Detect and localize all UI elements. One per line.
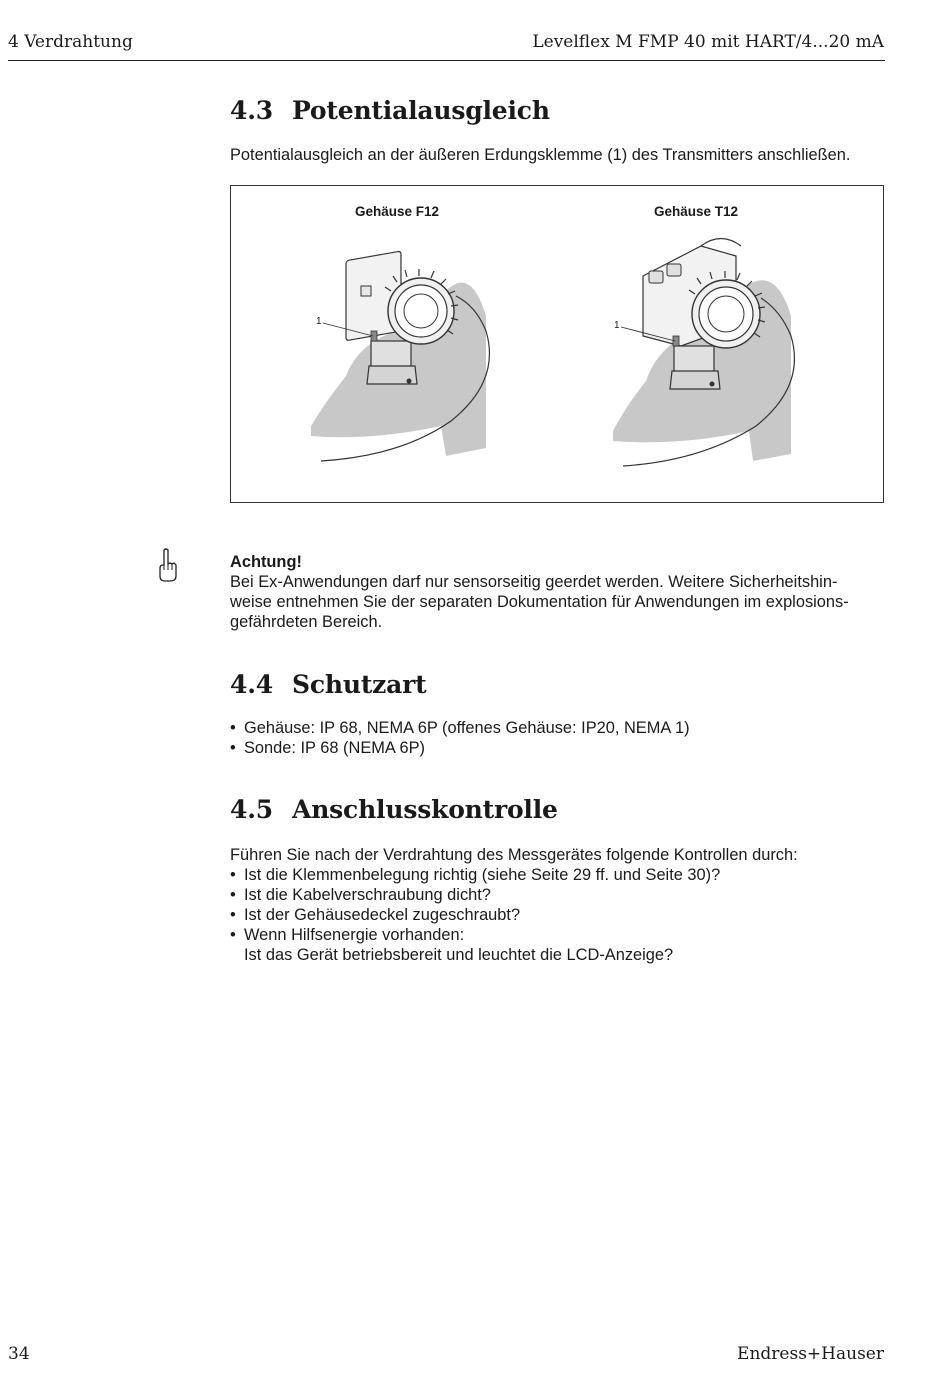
section-title: Schutzart: [292, 670, 427, 699]
check-intro: Führen Sie nach der Verdrahtung des Messgerätes folgende Kontrollen durch:: [230, 846, 798, 864]
callout-label-t12: 1: [614, 320, 620, 331]
housing-t12-drawing: [613, 239, 794, 467]
brand-logo: Endress+Hauser: [737, 1344, 884, 1364]
list-item: • Gehäuse: IP 68, NEMA 6P (offenes Gehäuse: IP20, NEMA 1): [230, 718, 690, 738]
page-number: 34: [8, 1344, 30, 1364]
warning-line: gefährdeten Bereich.: [230, 613, 383, 631]
warning-line: Bei Ex-Anwendungen darf nur sensorseitig geerdet werden. Weitere Sicherheitshin-: [230, 573, 838, 591]
list-item: • Ist der Gehäusedeckel zugeschraubt?: [230, 905, 798, 925]
list-item: • Ist die Klemmenbelegung richtig (siehe Seite 29 ff. und Seite 30)?: [230, 865, 798, 885]
warning-title: Achtung!: [230, 553, 302, 571]
protection-list: [230, 718, 690, 758]
housing-drawings: [231, 186, 885, 504]
section-title: Anschlusskontrolle: [292, 795, 558, 824]
running-header-product: Levelflex M FMP 40 mit HART/4...20 mA: [532, 32, 884, 52]
header-rule: [8, 60, 885, 61]
list-item: [230, 925, 798, 965]
section-number: 4.5: [230, 795, 273, 824]
pointing-hand-icon: [156, 548, 180, 587]
section-heading-4-4: [230, 670, 427, 699]
list-item: • Ist die Kabelverschraubung dicht?: [230, 885, 798, 905]
list-item: • Sonde: IP 68 (NEMA 6P): [230, 738, 690, 758]
figure-title-t12: Gehäuse T12: [654, 204, 739, 219]
list-item-text: Wenn Hilfsenergie vorhanden:: [244, 926, 465, 944]
housing-figure: [230, 185, 884, 503]
running-header-chapter: 4 Verdrahtung: [8, 32, 133, 52]
section-title: Potentialausgleich: [292, 96, 550, 125]
section-number: 4.3: [230, 96, 273, 125]
housing-f12-drawing: [311, 251, 489, 461]
warning-line: weise entnehmen Sie der separaten Dokumentation für Anwendungen im explosions-: [230, 593, 849, 611]
list-item-continuation: Ist das Gerät betriebsbereit und leuchtet die LCD-Anzeige?: [244, 946, 674, 964]
section-number: 4.4: [230, 670, 273, 699]
paragraph-potentialausgleich: Potentialausgleich an der äußeren Erdungsklemme (1) des Transmitters anschließen.: [230, 146, 851, 164]
figure-title-f12: Gehäuse F12: [355, 204, 440, 219]
section-heading-4-5: [230, 795, 558, 824]
callout-label-f12: 1: [316, 316, 322, 327]
section-heading-4-3: [230, 96, 550, 125]
warning-text: [230, 572, 849, 632]
check-section: [230, 845, 798, 965]
